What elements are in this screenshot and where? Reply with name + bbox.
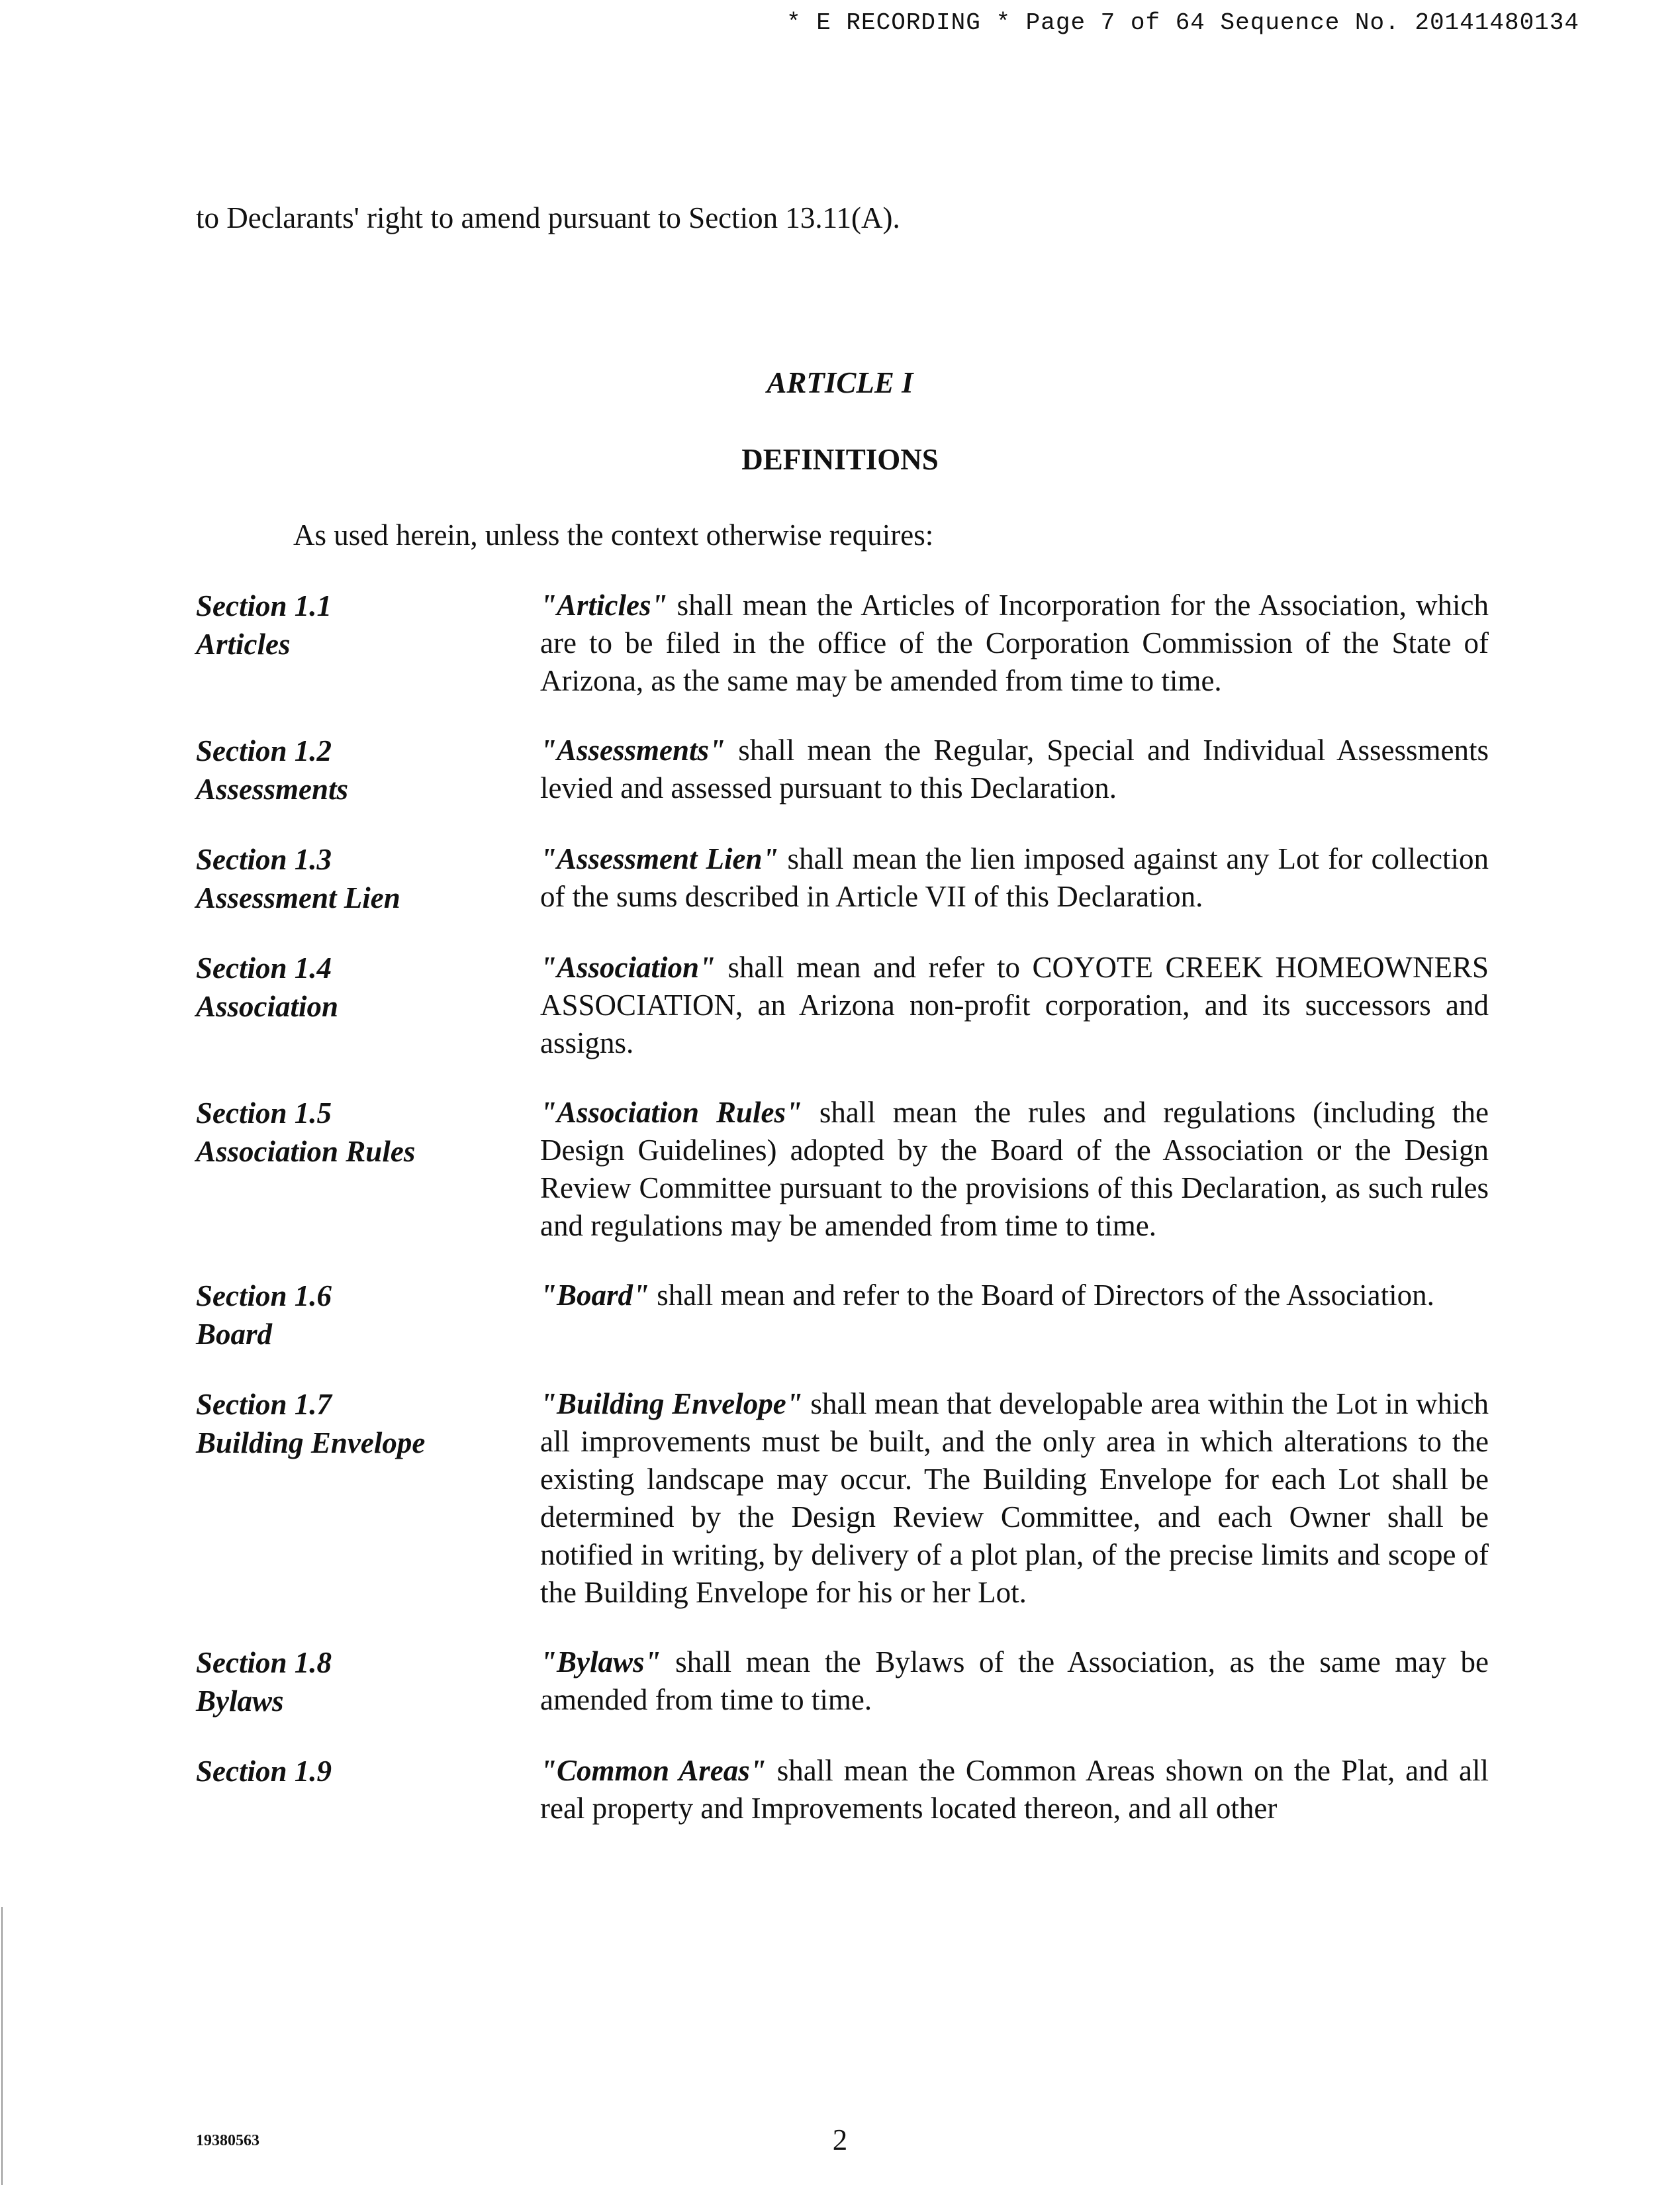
section-name: Articles [196, 628, 291, 661]
definition-body [540, 1752, 1489, 1827]
definition-1-3 [196, 840, 1489, 917]
defined-term: "Bylaws" [540, 1645, 661, 1678]
definition-text: shall mean the Articles of Incorporation for the Association, which are to be filed in the office of the Corporation Commission of the State of Arizona, as the same may be amended from time to time. [540, 589, 1489, 697]
definition-body [540, 1385, 1489, 1612]
intro-text: As used herein, unless the context otherwise requires: [293, 518, 934, 552]
definition-label [196, 1277, 540, 1353]
definition-label [196, 1385, 540, 1612]
definition-text: shall mean the Common Areas shown on the Plat, and all real property and Improvements located thereon, and all other [540, 1754, 1489, 1825]
definition-text: shall mean the lien imposed against any Lot for collection of the sums described in Article VII of this Declaration. [540, 842, 1489, 913]
definition-text: shall mean the Bylaws of the Association, as the same may be amended from time to time. [540, 1645, 1489, 1716]
defined-term: "Assessments" [540, 734, 726, 767]
definitions-list [196, 587, 1489, 1859]
section-name: Board [196, 1318, 273, 1351]
definition-label [196, 949, 540, 1062]
defined-term: "Assessment Lien" [540, 842, 779, 875]
section-number: Section 1.7 [196, 1388, 332, 1421]
definition-body [540, 1094, 1489, 1245]
definition-text: shall mean and refer to the Board of Directors of the Association. [649, 1279, 1434, 1312]
section-number: Section 1.1 [196, 589, 332, 622]
section-name: Bylaws [196, 1684, 284, 1718]
continuation-text: to Declarants' right to amend pursuant to Section 13.11(A). [196, 201, 900, 234]
definition-1-4 [196, 949, 1489, 1062]
definition-label [196, 840, 540, 917]
section-name: Building Envelope [196, 1426, 426, 1459]
definition-label [196, 1752, 540, 1827]
section-number: Section 1.8 [196, 1646, 332, 1679]
recording-stamp: * E RECORDING * Page 7 of 64 Sequence No. 20141480134 [786, 9, 1579, 36]
definition-body [540, 1277, 1489, 1353]
scan-edge-line [1, 1907, 3, 2185]
section-number: Section 1.4 [196, 951, 332, 985]
page-number: 2 [832, 2123, 848, 2157]
section-number: Section 1.5 [196, 1096, 332, 1130]
section-name: Assessment Lien [196, 881, 400, 914]
definition-body [540, 732, 1489, 808]
definition-body [540, 949, 1489, 1062]
article-heading: ARTICLE I [767, 366, 913, 399]
defined-term: "Board" [540, 1279, 649, 1312]
section-name: Assessments [196, 773, 349, 806]
definition-body [540, 1643, 1489, 1720]
definition-text: shall mean and refer to COYOTE CREEK HOMEOWNERS ASSOCIATION, an Arizona non-profit corporation, and its successors and assigns. [540, 951, 1489, 1059]
document-number: 19380563 [196, 2132, 259, 2149]
definition-text: shall mean that developable area within the Lot in which all improvements must be built, and the only area in which alterations to the existing landscape may occur. The Building Envelope for each Lot shall be determined by the Design Review Committee, and each Owner shall be notified in writing, by delivery of a plot plan, of the precise limits and scope of the Building Envelope for his or her Lot. [540, 1387, 1489, 1609]
section-name: Association Rules [196, 1135, 416, 1168]
definition-text: shall mean the Regular, Special and Individual Assessments levied and assessed pursuant to this Declaration. [540, 734, 1489, 804]
definition-label [196, 732, 540, 808]
section-number: Section 1.6 [196, 1279, 332, 1312]
article-title: DEFINITIONS [741, 443, 939, 476]
definition-1-6 [196, 1277, 1489, 1353]
defined-term: "Building Envelope" [540, 1387, 803, 1420]
definition-label [196, 1094, 540, 1245]
definition-body [540, 840, 1489, 917]
defined-term: "Articles" [540, 589, 668, 622]
section-number: Section 1.3 [196, 843, 332, 876]
defined-term: "Common Areas" [540, 1754, 767, 1787]
defined-term: "Association" [540, 951, 716, 984]
definition-1-2 [196, 732, 1489, 808]
definition-1-1 [196, 587, 1489, 700]
definition-1-9 [196, 1752, 1489, 1827]
definition-body [540, 587, 1489, 700]
definition-text: shall mean the rules and regulations (including the Design Guidelines) adopted by the Board of the Association or the Design Review Committee pursuant to the provisions of this Declaration, as such rules and regulations may be amended from time to time. [540, 1096, 1489, 1242]
definition-label [196, 1643, 540, 1720]
definition-1-7 [196, 1385, 1489, 1612]
definition-1-5 [196, 1094, 1489, 1245]
section-number: Section 1.9 [196, 1755, 332, 1788]
section-number: Section 1.2 [196, 734, 332, 767]
definition-1-8 [196, 1643, 1489, 1720]
defined-term: "Association Rules" [540, 1096, 802, 1129]
section-name: Association [196, 990, 339, 1023]
definition-label [196, 587, 540, 700]
